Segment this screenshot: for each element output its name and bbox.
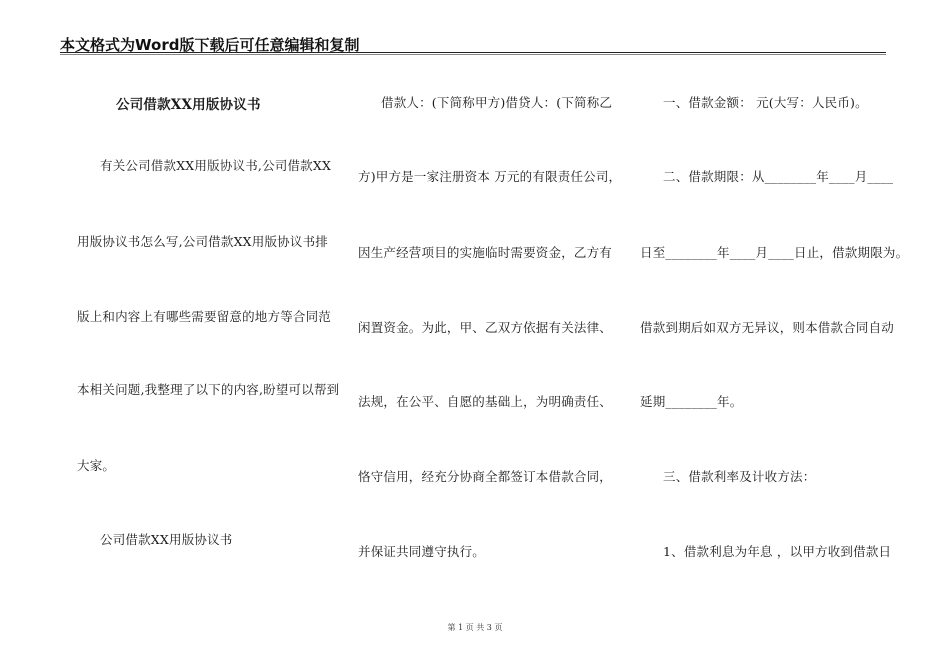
text-line: 方)甲方是一家注册资本 万元的有限责任公司， — [358, 169, 622, 184]
text-line: 闲置资金。为此，甲、乙双方依据有关法律、 — [358, 320, 613, 335]
text-line: 二、借款期限：从________年____月____ — [663, 169, 894, 184]
text-line: 借款人：(下简称甲方)借贷人：(下简称乙 — [381, 95, 613, 110]
text-line: 因生产经营项目的实施临时需要资金，乙方有 — [358, 245, 613, 260]
text-line: 延期________年。 — [640, 394, 743, 409]
text-line: 借款到期后如双方无异议，则本借款合同自动 — [640, 320, 895, 335]
header-divider — [60, 52, 886, 55]
text-line: 三、借款利率及计收方法： — [663, 469, 816, 484]
text-line: 恪守信用，经充分协商全都签订本借款合同， — [358, 469, 613, 484]
page-number: 第 1 页 共 3 页 — [447, 623, 503, 632]
text-line: 大家。 — [77, 458, 116, 473]
document-title: 公司借款XX用版协议书 — [116, 97, 261, 113]
text-line: 版上和内容上有哪些需要留意的地方等合同范 — [77, 309, 332, 324]
text-line: 法规，在公平、自愿的基础上，为明确责任、 — [358, 394, 613, 409]
text-line: 1、借款利息为年息 ，以甲方收到借款日 — [663, 544, 892, 559]
text-line: 日至________年____月____日止，借款期限为。 — [640, 245, 909, 260]
text-line: 一、借款金额： 元(大写：人民币)。 — [663, 95, 868, 110]
text-line: 并保证共同遵守执行。 — [358, 544, 486, 559]
header-title: 本文格式为Word版下载后可任意编辑和复制 — [60, 36, 360, 54]
text-line: 本相关问题,我整理了以下的内容,盼望可以帮到 — [77, 382, 340, 397]
text-line: 有关公司借款XX用版协议书,公司借款XX — [100, 158, 332, 173]
section-heading: 公司借款XX用版协议书 — [100, 532, 233, 547]
text-line: 用版协议书怎么写,公司借款XX用版协议书排 — [77, 234, 328, 249]
